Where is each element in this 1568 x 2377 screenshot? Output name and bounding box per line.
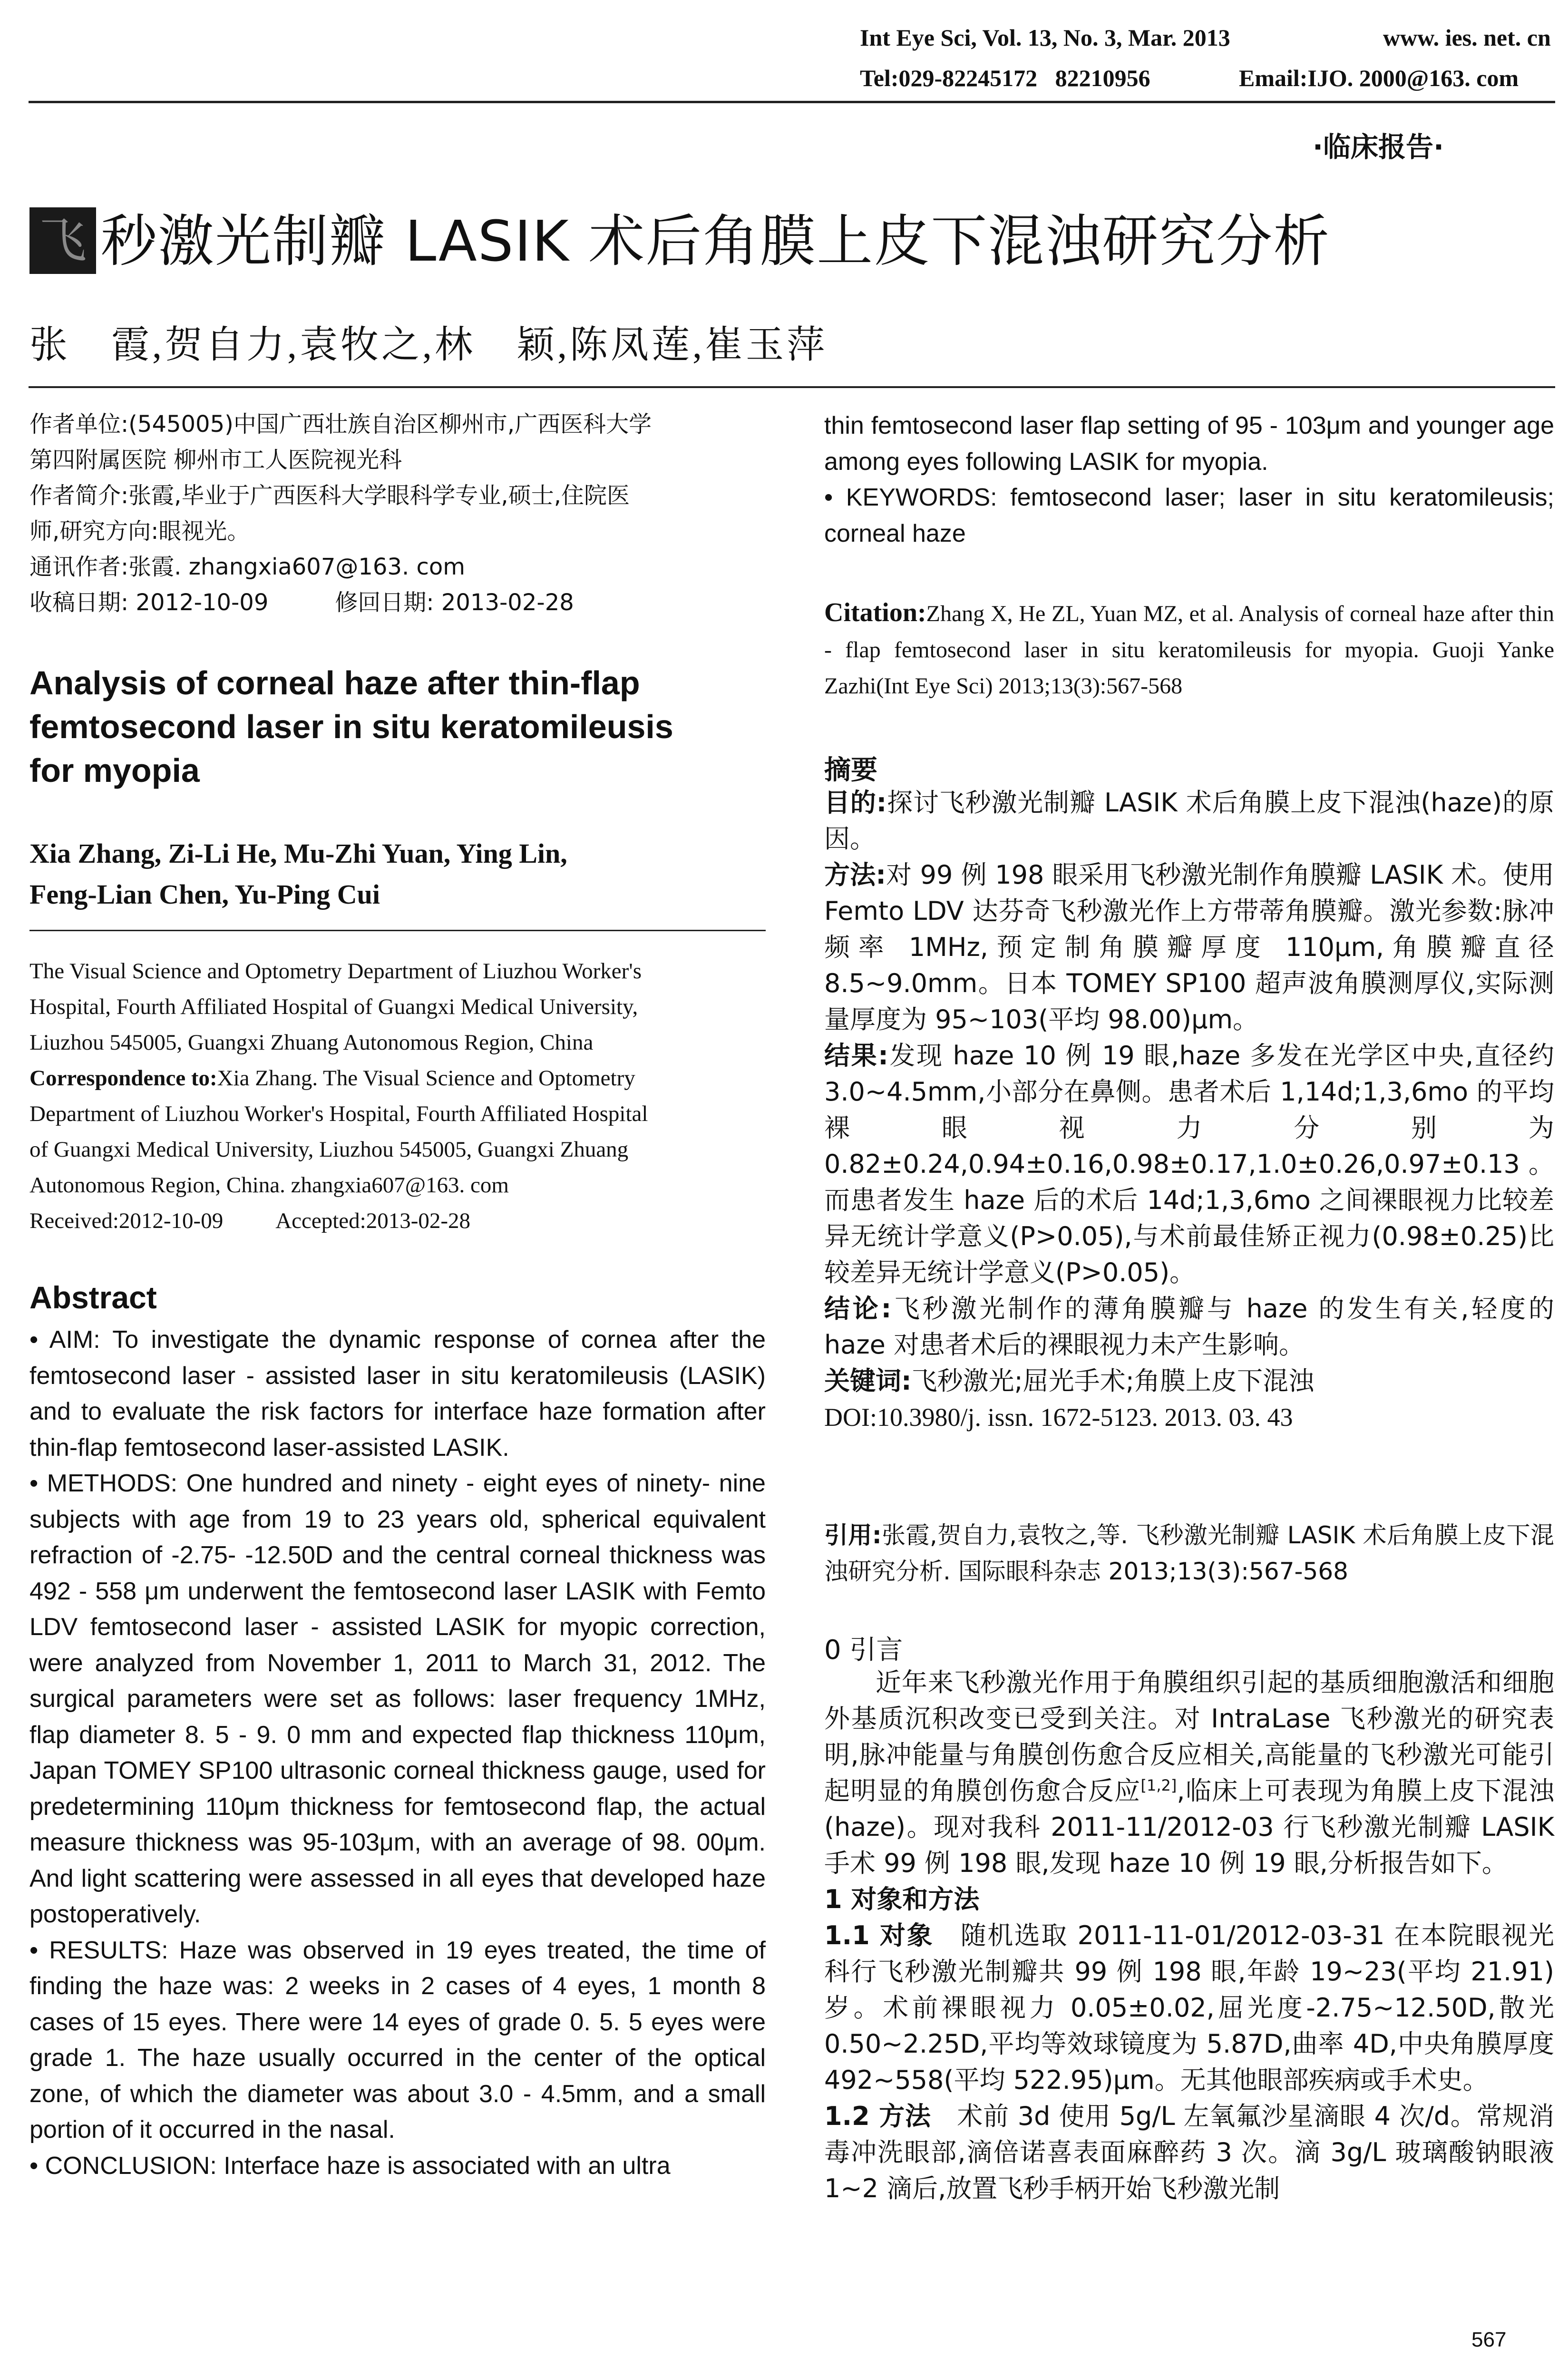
intro-paragraph: 近年来飞秒激光作用于角膜组织引起的基质细胞激活和细胞外基质沉积改变已受到关注。对 IntraLase 飞秒激光的研究表明,脉冲能量与角膜创伤愈合反应相关,高能量的飞秒激光可能引起明显的角膜创伤愈合反应[1,2],临床上可表现为角膜上皮下混浊(haze)。现对我科 2011-11/2012-03 行飞秒激光制瓣 LASIK 手术 99 例 198 眼,发现 haze 10 例 19 眼,分析报告如下。 [824,1667,1554,1878]
cn-method-label: 方法: [824,860,886,890]
intro-reference: [1,2] [1140,1776,1177,1794]
cn-dates-line [29,585,766,621]
abstract-keywords: • KEYWORDS: femtosecond laser; laser in situ keratomileusis; corneal haze [824,484,1554,547]
aim-label: • AIM: [29,1326,100,1354]
header-website: www. ies. net. cn [1383,24,1551,51]
abstract-en-continued [824,408,1554,552]
affiliation-line: Hospital, Fourth Affiliated Hospital of Guangxi Medical University, [29,994,638,1019]
abstract-conclusion-start: • CONCLUSION: Interface haze is associated with an ultra [29,2152,671,2180]
page-number: 567 [1471,2328,1507,2351]
section-tag: ·临床报告· [1313,131,1444,163]
citation-cn-label: 引用: [824,1521,882,1549]
cn-goal: 目的:探讨飞秒激光制瓣 LASIK 术后角膜上皮下混浊(haze)的原因。 [824,788,1554,854]
citation-label: Citation: [824,598,926,627]
header-rule [29,101,1555,103]
citation-en: Citation:Zhang X, He ZL, Yuan MZ, et al. Analysis of corneal haze after thin - flap femtosecond laser in situ keratomileusis for myopia. Guoji Yanke Zazhi(Int Eye Sci) 2013;13(3):567-568 [824,598,1554,699]
accepted-date-en: Accepted:2013-02-28 [275,1208,471,1233]
cn-info-line: 第四附属医院 柳州市工人医院视光科 [29,447,402,473]
cn-info-line: 作者单位:(545005)中国广西壮族自治区柳州市,广西医科大学 [29,411,652,438]
abstract-en [29,1322,766,2184]
header-tel: Tel:029-82245172 82210956 [860,65,1150,91]
affiliation-line: The Visual Science and Optometry Department of Liuzhou Worker's [29,959,642,984]
cn-conclusion-label: 结论: [824,1294,892,1324]
abstract-methods: • METHODS: One hundred and ninety - eight eyes of ninety- nine subjects with age from 19 to 23 years old, spherical equivalent refraction of -2.75- -12.50D and the central corneal thickness was 492 - 558 μm underwent the femtosecond laser LASIK with Femto LDV femtosecond laser - assisted LASIK for myopic correction, were analyzed from November 1, 2011 to March 31, 2012. The surgical parameters were set as follows: laser frequency 1MHz, flap diameter 8. 5 - 9. 0 mm and expected flap thickness 110μm, Japan TOMEY SP100 ultrasonic corneal thickness gauge, used for predetermining 110μm thickness for femtosecond flap, the actual measure thickness was 95-103μm, with an average of 98. 00μm. And light scattering were assessed in all eyes that developed haze postoperatively. [29,1470,766,1928]
cn-author-info [29,407,766,621]
cn-info-line: 师,研究方向:眼视光。 [29,518,250,545]
correspondence-label: Correspondence to: [29,1066,217,1091]
affiliation-rule [29,930,766,931]
cn-info-line: 作者简介:张霞,毕业于广西医科大学眼科学专业,硕士,住院医 [29,482,630,509]
page-title-cn: 秒激光制瓣 LASIK 术后角膜上皮下混浊研究分析 [101,208,1331,274]
cn-abstract-heading: 摘要 [824,755,877,786]
sec11-label: 1.1 对象 [824,1920,934,1950]
intro-body [824,1665,1554,2207]
cn-doi: DOI:10.3980/j. issn. 1672-5123. 2013. 03. 43 [824,1403,1293,1432]
cn-keywords: 关键词:飞秒激光;屈光手术;角膜上皮下混浊 [824,1366,1314,1396]
header-email: Email:IJO. 2000@163. com [1239,65,1519,91]
dates-en-line [29,1203,766,1239]
cn-keywords-label: 关键词: [824,1366,912,1396]
abstract-conclusion-end: thin femtosecond laser flap setting of 95 - 103μm and younger age among eyes following LASIK for myopia. [824,412,1554,476]
affiliation-en [29,954,766,1239]
affiliation-line: Liuzhou 545005, Guangxi Zhuang Autonomous Region, China [29,1030,594,1055]
header-journal: Int Eye Sci, Vol. 13, No. 3, Mar. 2013 [860,24,1230,51]
results-label: • RESULTS: [29,1936,168,1964]
correspondence-line: Correspondence to:Xia Zhang. The Visual Science and Optometry [29,1066,635,1091]
sec12-label: 1.2 方法 [824,2101,931,2131]
cn-abstract [824,785,1554,1435]
abstract-heading: Abstract [29,1280,157,1315]
title-logo-char: 飞 [39,213,87,268]
title-en [29,661,766,792]
cn-method: 方法:对 99 例 198 眼采用飞秒激光制作角膜瓣 LASIK 术。使用 Femto LDV 达芬奇飞秒激光作上方带蒂角膜瓣。激光参数:脉冲频率 1MHz,预定制角膜瓣厚度 110μm,角膜瓣直径 8.5~9.0mm。日本 TOMEY SP100 超声波角膜测厚仪,实际测量厚度为 95~103(平均 98.00)μm。 [824,860,1554,1034]
methods-label: • METHODS: [29,1470,178,1497]
citation-cn: 引用:张霞,贺自力,袁牧之,等. 飞秒激光制瓣 LASIK 术后角膜上皮下混浊研究分析. 国际眼科杂志 2013;13(3):567-568 [824,1521,1555,1585]
conclusion-label: • CONCLUSION: [29,2152,217,2180]
authors-en-line: Xia Zhang, Zi-Li He, Mu-Zhi Yuan, Ying Lin, [29,838,567,869]
title-en-line: femtosecond laser in situ keratomileusis [29,708,673,745]
authors-en-line: Feng-Lian Chen, Yu-Ping Cui [29,879,380,910]
correspondence-line: of Guangxi Medical University, Liuzhou 545005, Guangxi Zhuang [29,1137,629,1162]
revised-date-cn: 修回日期: 2013-02-28 [335,589,574,616]
title-en-line: for myopia [29,752,200,789]
intro-heading: 0 引言 [824,1635,903,1666]
authors-en [29,833,766,915]
cn-info-line: 通讯作者:张霞. zhangxia607@163. com [29,554,466,580]
title-logo-mark [29,207,96,274]
authors-rule [29,386,1555,388]
cn-conclusion: 结论:飞秒激光制作的薄角膜瓣与 haze 的发生有关,轻度的 haze 对患者术后的裸眼视力未产生影响。 [824,1294,1554,1360]
sec12-paragraph: 1.2 方法 术前 3d 使用 5g/L 左氧氟沙星滴眼 4 次/d。常规消毒冲洗眼部,滴倍诺喜表面麻醉药 3 次。滴 3g/L 玻璃酸钠眼液 1~2 滴后,放置飞秒手柄开始飞秒激光制 [824,2101,1554,2203]
authors-cn: 张 霞,贺自力,袁牧之,林 颖,陈凤莲,崔玉萍 [29,324,828,366]
sec1-heading: 1 对象和方法 [824,1884,980,1914]
cn-result: 结果:发现 haze 10 例 19 眼,haze 多发在光学区中央,直径约 3.0~4.5mm,小部分在鼻侧。患者术后 1,14d;1,3,6mo 的平均裸眼视力分别为 0.82±0.24,0.94±0.16,0.98±0.17,1.0±0.26,0.97±0.13。而患者发生 haze 后的术后 14d;1,3,6mo 之间裸眼视力比较差异无统计学意义(P>0.05),与术前最佳矫正视力(0.98±0.25)比较差异无统计学意义(P>0.05)。 [824,1041,1554,1287]
correspondence-line: Department of Liuzhou Worker's Hospital, Fourth Affiliated Hospital [29,1101,648,1126]
abstract-results: • RESULTS: Haze was observed in 19 eyes treated, the time of finding the haze was: 2 weeks in 2 cases of 4 eyes, 1 month 8 cases of 15 eyes. There were 14 eyes of grade 0. 5. 5 eyes were grade 1. The haze usually occurred in the center of the optical zone, of which the diameter was about 3.0 - 4.5mm, and a small portion of it occurred in the nasal. [29,1936,766,2143]
cn-goal-label: 目的: [824,788,887,818]
correspondence-line: Autonomous Region, China. zhangxia607@163. com [29,1173,509,1198]
received-date-en: Received:2012-10-09 [29,1208,224,1233]
abstract-aim: • AIM: To investigate the dynamic response of cornea after the femtosecond laser - assisted laser in situ keratomileusis (LASIK) and to evaluate the risk factors for interface haze formation after thin-flap femtosecond laser-assisted LASIK. [29,1326,766,1461]
received-date-cn: 收稿日期: 2012-10-09 [29,589,269,616]
title-en-line: Analysis of corneal haze after thin-flap [29,664,640,701]
keywords-label: • KEYWORDS: [824,484,997,511]
sec11-paragraph: 1.1 对象 随机选取 2011-11-01/2012-03-31 在本院眼视光科行飞秒激光制瓣共 99 例 198 眼,年龄 19~23(平均 21.91)岁。术前裸眼视力 0.05±0.02,屈光度-2.75~12.50D,散光 0.50~2.25D,平均等效球镜度为 5.87D,曲率 4D,中央角膜厚度 492~558(平均 522.95)μm。无其他眼部疾病或手术史。 [824,1920,1554,2095]
cn-result-label: 结果: [824,1041,888,1071]
